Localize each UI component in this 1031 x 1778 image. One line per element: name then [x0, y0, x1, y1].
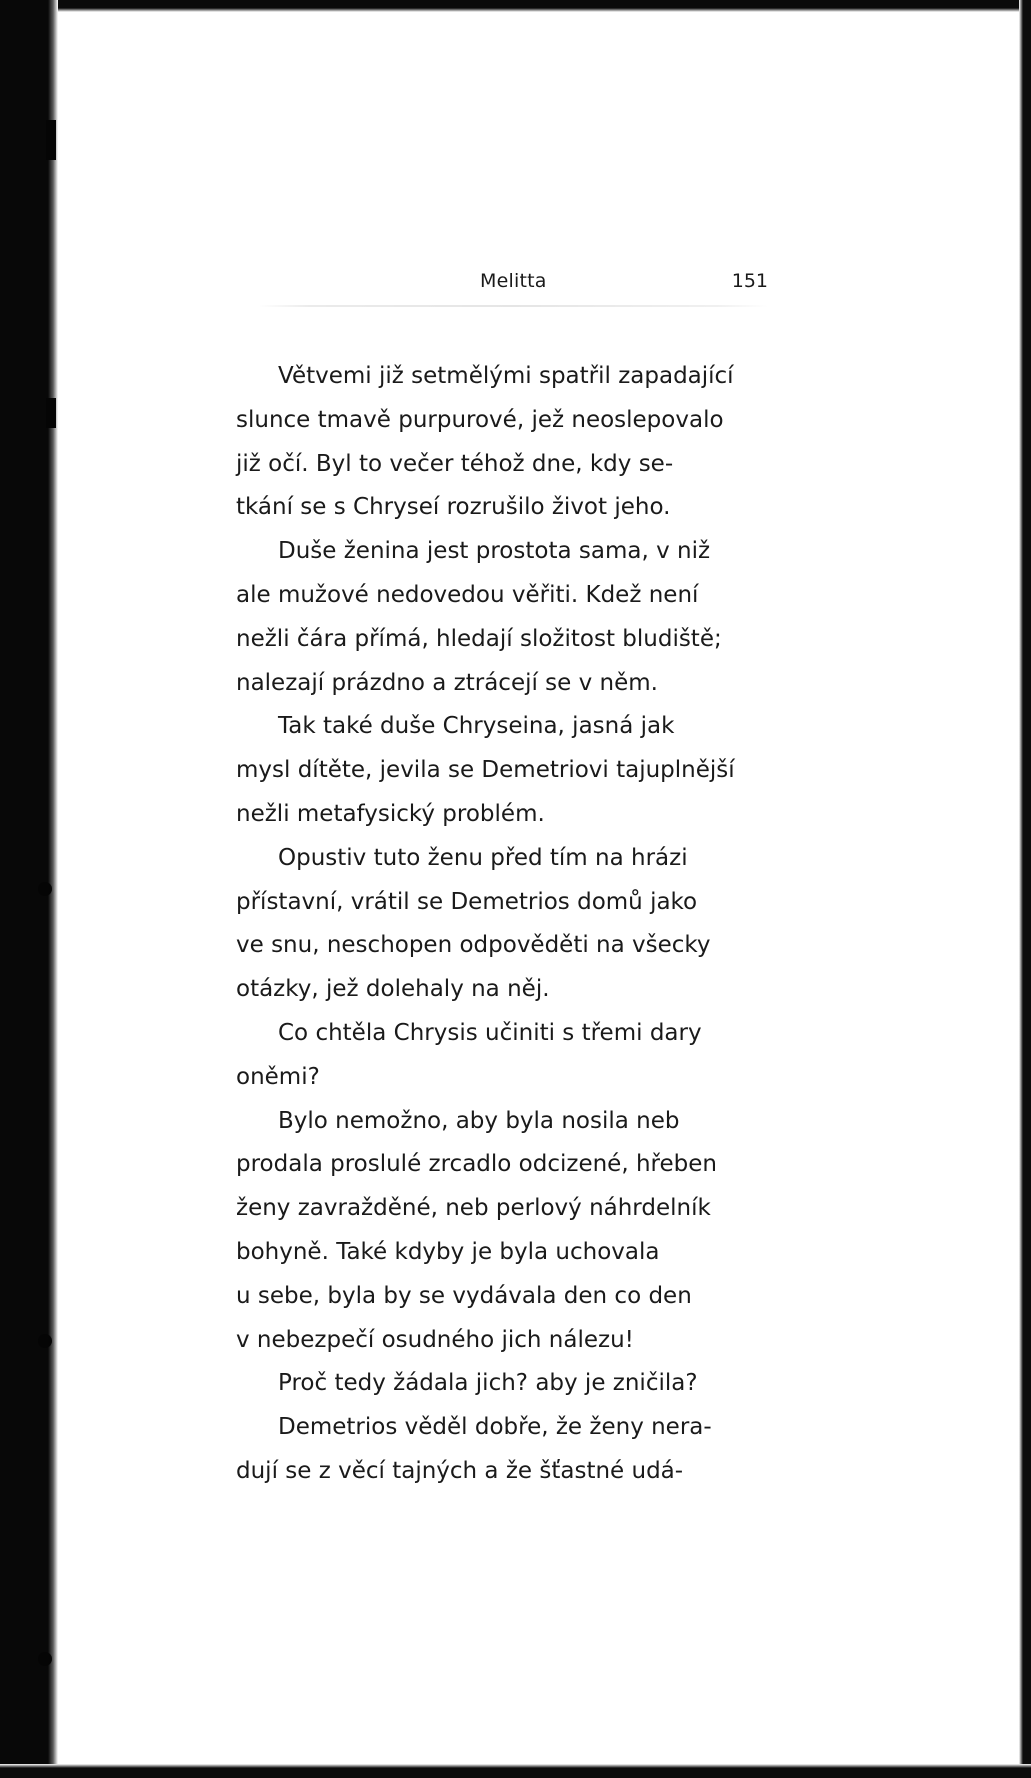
text-line: Demetrios věděl dobře, že ženy nera-: [278, 1414, 712, 1441]
header-rule: [258, 305, 768, 307]
text-line: Opustiv tuto ženu před tím na hrázi: [278, 844, 688, 871]
scan-border-bottom: [0, 1764, 1031, 1778]
page-number: 151: [731, 270, 768, 292]
binding-mark: [46, 398, 56, 428]
text-line: tkání se s Chryseí rozrušilo život jeho.: [236, 494, 671, 521]
text-line: Bylo nemožno, aby byla nosila neb: [278, 1107, 680, 1134]
text-line: otázky, jež dolehaly na něj.: [236, 976, 550, 1003]
binding-dot: [38, 1652, 52, 1666]
text-line: ale mužové nedovedou věřiti. Kdež není: [236, 581, 699, 608]
text-line: dují se z věcí tajných a že šťastné udá-: [236, 1457, 684, 1484]
text-line: již očí. Byl to večer téhož dne, kdy se-: [236, 450, 674, 477]
binding-dot: [38, 882, 52, 896]
text-line: Duše ženina jest prostota sama, v niž: [278, 538, 711, 565]
text-line: v nebezpečí osudného jich nálezu!: [236, 1326, 634, 1353]
text-line: Co chtěla Chrysis učiniti s třemi dary: [278, 1019, 702, 1046]
text-line: mysl dítěte, jevila se Demetriovi tajuplnější: [236, 757, 735, 784]
text-line: ženy zavražděné, neb perlový náhrdelník: [236, 1195, 711, 1222]
text-line: oněmi?: [236, 1063, 320, 1090]
page-header: [236, 270, 768, 300]
text-line: Větvemi již setmělými spatřil zapadající: [278, 363, 734, 389]
text-line: nežli čára přímá, hledají složitost bludiště;: [236, 625, 722, 652]
running-title: Melitta: [480, 270, 547, 292]
scan-border-right: [1019, 0, 1031, 1778]
binding-dot: [38, 1334, 52, 1348]
binding-mark: [46, 120, 56, 160]
text-line: přístavní, vrátil se Demetrios domů jako: [236, 888, 698, 915]
body-text: [236, 355, 768, 1494]
scan-border-top: [0, 0, 1031, 12]
text-line: prodala proslulé zrcadlo odcizené, hřeben: [236, 1151, 717, 1178]
text-line: u sebe, byla by se vydávala den co den: [236, 1282, 692, 1309]
text-line: nalezají prázdno a ztrácejí se v něm.: [236, 669, 658, 696]
text-line: Proč tedy žádala jich? aby je zničila?: [278, 1370, 698, 1397]
text-line: nežli metafysický problém.: [236, 800, 545, 827]
text-line: slunce tmavě purpurové, jež neoslepovalo: [236, 406, 724, 433]
text-line: Tak také duše Chryseina, jasná jak: [278, 713, 675, 740]
text-line: bohyně. Také kdyby je byla uchovala: [236, 1238, 660, 1265]
text-line: ve snu, neschopen odpověděti na všecky: [236, 932, 711, 959]
